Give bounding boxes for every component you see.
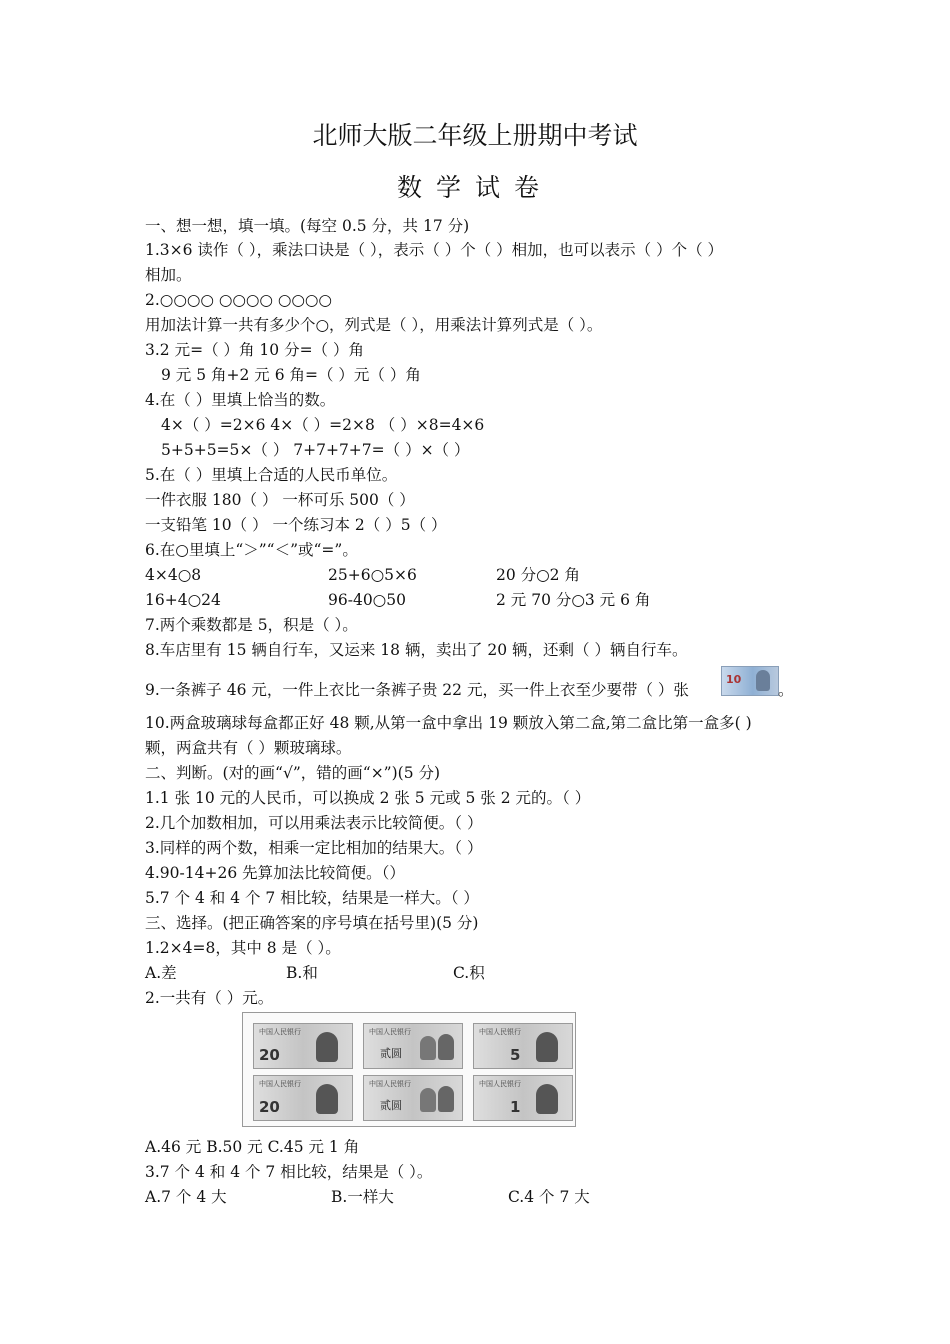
banknotes-image (242, 1012, 576, 1127)
portrait-icon (420, 1088, 436, 1112)
q4-row-2: 5+5+5=5×（ ） 7+7+7+7=（ ）×（ ） (161, 441, 470, 459)
banknote: 中国人民银行 贰圆 (363, 1023, 463, 1069)
q6-heading: 6.在○里填上“＞”“＜”或“=”。 (145, 541, 358, 559)
exam-title: 北师大版二年级上册期中考试 (312, 121, 638, 150)
banknote-value: 5 (510, 1046, 521, 1064)
section-2-heading: 二、判断。(对的画“√”，错的画“×”)(5 分) (145, 764, 441, 782)
q10-line-2: 颗，两盒共有（ ）颗玻璃球。 (145, 739, 352, 757)
portrait-icon (316, 1084, 338, 1114)
choice-option: C.4 个 7 大 (508, 1188, 590, 1206)
q2-circles: 2.○○○○ ○○○○ ○○○○ (145, 291, 332, 309)
q5-row-1: 一件衣服 180（ ） 一杯可乐 500（ ） (145, 491, 415, 509)
banknote-label: 贰圆 (380, 1099, 402, 1112)
q6-item: 16+4○24 (145, 591, 221, 609)
q4-heading: 4.在（ ）里填上恰当的数。 (145, 391, 336, 409)
portrait-icon (438, 1086, 454, 1112)
portrait-icon (756, 670, 770, 691)
q9-end: 。 (778, 681, 794, 699)
banknote: 中国人民银行 5 (473, 1023, 573, 1069)
choice-option: A.差 (145, 964, 177, 982)
portrait-icon (316, 1032, 338, 1062)
q6-item: 4×4○8 (145, 566, 202, 584)
judge-item: 4.90-14+26 先算加法比较简便。（） (145, 864, 405, 882)
portrait-icon (536, 1084, 558, 1114)
choice-q2-options: A.46 元 B.50 元 C.45 元 1 角 (145, 1138, 360, 1156)
choice-q3: 3.7 个 4 和 4 个 7 相比较，结果是（ ）。 (145, 1163, 433, 1181)
q4-row-1: 4×（ ）=2×6 4×（ ）=2×8 （ ）×8=4×6 (161, 416, 485, 434)
portrait-icon (420, 1036, 436, 1060)
judge-item: 3.同样的两个数，相乘一定比相加的结果大。（ ） (145, 839, 483, 857)
choice-option: C.积 (453, 964, 485, 982)
q3-line-1: 3.2 元=（ ）角 10 分=（ ）角 (145, 341, 364, 359)
section-1-heading: 一、想一想，填一填。(每空 0.5 分，共 17 分) (145, 217, 470, 235)
section-3-heading: 三、选择。(把正确答案的序号填在括号里)(5 分) (145, 914, 479, 932)
q3-line-2: 9 元 5 角+2 元 6 角=（ ）元（ ）角 (161, 366, 421, 384)
q6-item: 2 元 70 分○3 元 6 角 (496, 591, 651, 609)
banknote-value: 1 (510, 1098, 521, 1116)
banknote-label: 贰圆 (380, 1047, 402, 1060)
q6-item: 25+6○5×6 (328, 566, 417, 584)
banknote: 中国人民银行 1 (473, 1075, 573, 1121)
q10-line-1: 10.两盒玻璃球每盒都正好 48 颗,从第一盒中拿出 19 颗放入第二盒,第二盒比第一盒多( ) (145, 714, 752, 732)
q1-line-1: 1.3×6 读作（ ），乘法口诀是（ ），表示（ ）个（ ）相加，也可以表示（ ）个（ ） (145, 241, 723, 259)
judge-item: 5.7 个 4 和 4 个 7 相比较，结果是一样大。（ ） (145, 889, 479, 907)
banknote-value: 20 (259, 1046, 280, 1064)
banknote-value: 20 (259, 1098, 280, 1116)
ten-yuan-note-image (721, 666, 779, 696)
banknote: 中国人民银行 20 (253, 1023, 353, 1069)
q6-item: 96-40○50 (328, 591, 406, 609)
judge-item: 2.几个加数相加，可以用乘法表示比较简便。（ ） (145, 814, 483, 832)
portrait-icon (536, 1032, 558, 1062)
choice-option: B.一样大 (331, 1188, 394, 1206)
exam-subtitle: 数学试卷 (396, 173, 553, 202)
q2-question: 用加法计算一共有多少个○，列式是（ ），用乘法计算列式是（ ）。 (145, 316, 603, 334)
q8: 8.车店里有 15 辆自行车，又运来 18 辆，卖出了 20 辆，还剩（ ）辆自行车。 (145, 641, 688, 659)
banknote: 中国人民银行 贰圆 (363, 1075, 463, 1121)
banknote: 中国人民银行 20 (253, 1075, 353, 1121)
choice-q1: 1.2×4=8，其中 8 是（ ）。 (145, 939, 341, 957)
note-value: 10 (726, 673, 742, 686)
q5-row-2: 一支铅笔 10（ ） 一个练习本 2（ ）5（ ） (145, 516, 447, 534)
choice-q2: 2.一共有（ ）元。 (145, 989, 274, 1007)
choice-option: B.和 (286, 964, 318, 982)
q7: 7.两个乘数都是 5，积是（ ）。 (145, 616, 358, 634)
q5-heading: 5.在（ ）里填上合适的人民币单位。 (145, 466, 398, 484)
judge-item: 1.1 张 10 元的人民币，可以换成 2 张 5 元或 5 张 2 元的。（ ） (145, 789, 591, 807)
portrait-icon (438, 1034, 454, 1060)
choice-option: A.7 个 4 大 (145, 1188, 227, 1206)
q9: 9.一条裤子 46 元，一件上衣比一条裤子贵 22 元，买一件上衣至少要带（ ）张 (145, 681, 689, 699)
q6-item: 20 分○2 角 (496, 566, 580, 584)
q1-line-2: 相加。 (145, 266, 192, 284)
